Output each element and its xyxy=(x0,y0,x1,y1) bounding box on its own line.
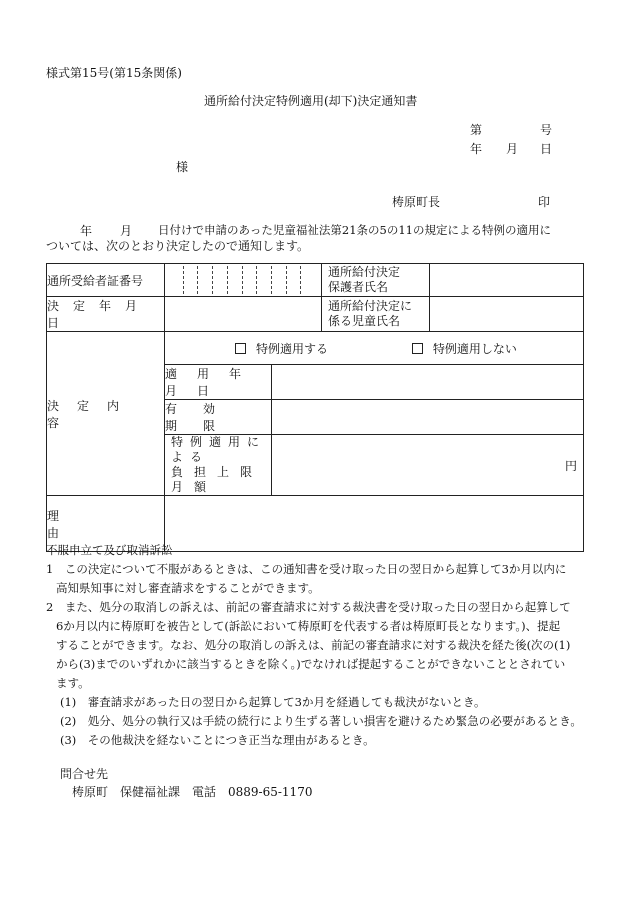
date-year: 年 xyxy=(470,142,483,156)
note-item-2-line4: から(3)までのいずれかに該当するときを除く。)でなければ提起することができないこととされてい xyxy=(56,657,566,671)
guardian-name-field[interactable] xyxy=(430,264,584,297)
decision-date-field[interactable] xyxy=(165,297,322,332)
option-not-apply-label: 特例適用しない xyxy=(432,341,517,356)
contact-heading: 問合せ先 xyxy=(60,767,109,781)
issuer: 梼原町長 xyxy=(392,195,441,209)
note-sub-2: (2) 処分、処分の執行又は手続の続行により生ずる著しい損害を避けるため緊急の必要があるとき。 xyxy=(60,714,582,728)
intro-year: 年 xyxy=(80,224,93,238)
number-suffix: 号 xyxy=(540,123,553,137)
contact-line: 梼原町 保健福祉課 電話 0889-65-1170 xyxy=(72,785,313,799)
checkbox-not-apply-box[interactable] xyxy=(412,343,423,354)
notes-heading: 不服申立て及び取消訴訟 xyxy=(46,543,173,557)
date-month: 月 xyxy=(506,142,519,156)
intro-line1: 日付けで申請のあった児童福祉法第21条の5の11の規定による特例の適用に xyxy=(158,223,551,237)
decision-options xyxy=(165,332,584,365)
reason-label: 理由 xyxy=(47,496,165,552)
checkbox-apply-box[interactable] xyxy=(235,343,246,354)
apply-date-field[interactable] xyxy=(272,365,584,400)
child-name-label: 通所給付決定に 係る児童氏名 xyxy=(322,297,430,332)
valid-period-label: 有効期限 xyxy=(165,400,272,435)
decision-content-label: 決定内容 xyxy=(47,332,165,496)
valid-period-field[interactable] xyxy=(272,400,584,435)
appeal-notes xyxy=(46,541,582,750)
note-sub-1: (1) 審査請求があった日の翌日から起算して3か月を経過しても裁決がないとき。 xyxy=(60,695,486,709)
note-sub-3: (3) その他裁決を経ないことにつき正当な理由があるとき。 xyxy=(60,733,375,747)
note-item-2-line3: することができます。なお、処分の取消しの訴えは、前記の審査請求に対する裁決を経た後(次の(1) xyxy=(56,638,571,652)
option-apply-label: 特例適用する xyxy=(256,341,329,356)
addressee-suffix: 様 xyxy=(176,160,189,174)
decision-form-table xyxy=(46,263,584,552)
form-number: 様式第15号(第15条関係) xyxy=(46,66,182,80)
intro-month: 月 xyxy=(120,224,133,238)
recipient-cert-number-boxes[interactable] xyxy=(165,264,322,297)
decision-date-label: 決定年月日 xyxy=(47,297,165,332)
child-name-field[interactable] xyxy=(430,297,584,332)
recipient-cert-label: 通所受給者証番号 xyxy=(47,264,165,297)
note-item-2-line2: 6か月以内に梼原町を被告として(訴訟において梼原町を代表する者は梼原町長となります。)、提起 xyxy=(56,619,561,633)
limit-amount-field[interactable] xyxy=(272,435,584,496)
checkbox-not-apply[interactable] xyxy=(412,342,517,356)
intro-line2: ついては、次のとおり決定したので通知します。 xyxy=(46,239,310,253)
document-title: 通所給付決定特例適用(却下)決定通知書 xyxy=(204,94,418,108)
yen-unit: 円 xyxy=(564,458,577,473)
apply-date-label: 適用年月日 xyxy=(165,365,272,400)
seal-mark: 印 xyxy=(538,195,551,209)
number-prefix: 第 xyxy=(470,123,483,137)
note-item-1-line2: 高知県知事に対し審査請求をすることができます。 xyxy=(56,581,320,595)
date-day: 日 xyxy=(540,142,553,156)
note-item-1-line1: 1 この決定について不服があるときは、この通知書を受け取った日の翌日から起算して3か月以内に xyxy=(46,562,567,576)
guardian-name-label: 通所給付決定 保護者氏名 xyxy=(322,264,430,297)
note-item-2-line5: ます。 xyxy=(56,676,90,690)
note-item-2-line1: 2 また、処分の取消しの訴えは、前記の審査請求に対する裁決書を受け取った日の翌日から起算して xyxy=(46,600,571,614)
checkbox-apply[interactable] xyxy=(235,342,328,356)
limit-amount-label: 特例適用による 負担上限月額 xyxy=(165,435,272,496)
